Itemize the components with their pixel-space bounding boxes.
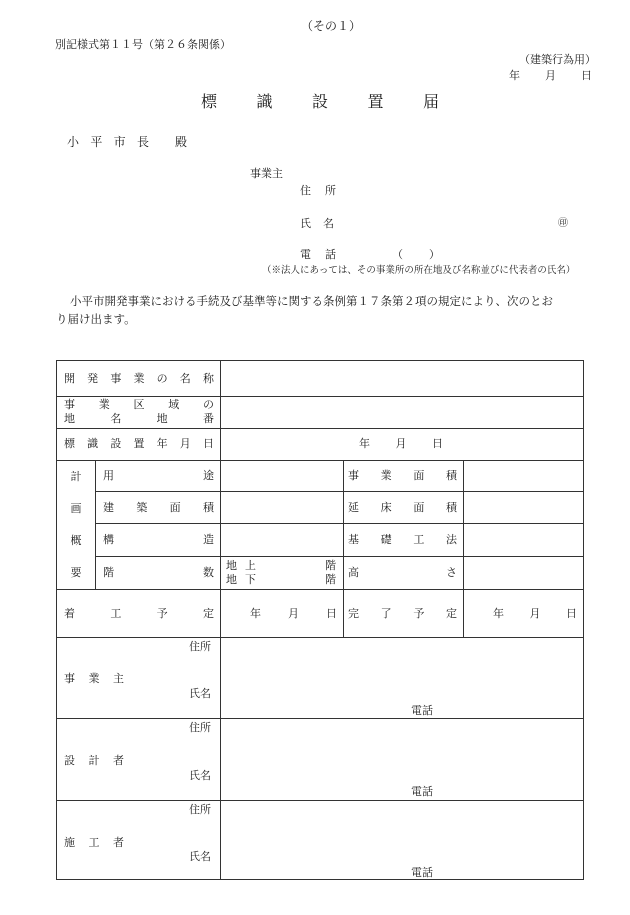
addressee-name: 小 平 市 長 bbox=[67, 135, 149, 149]
above-ground-label: 地 上 bbox=[226, 559, 256, 572]
label-use: 用 途 bbox=[103, 469, 214, 482]
applicant-phone-parens: （ ） bbox=[392, 248, 440, 261]
label-total-floor-area: 延 床 面 積 bbox=[348, 501, 457, 514]
usage-label: （建築行為用） bbox=[519, 53, 596, 66]
start-date-value: 年 月 日 bbox=[250, 607, 337, 620]
label-structure: 構 造 bbox=[103, 533, 214, 546]
label-constructor: 施 工 者 bbox=[64, 836, 124, 849]
form-number: 別記様式第１１号（第２６条関係） bbox=[55, 38, 231, 51]
designer-phone-label: 電話 bbox=[411, 785, 433, 798]
label-sign-date: 標 識 設 置 年 月 日 bbox=[64, 437, 214, 450]
seal-mark: ㊞ bbox=[558, 218, 568, 229]
header-date: 年 月 日 bbox=[509, 69, 592, 82]
constructor-address-label: 住所 bbox=[189, 803, 211, 816]
constructor-name-label: 氏名 bbox=[189, 850, 211, 863]
label-area-location-1: 事 業 区 域 の bbox=[64, 398, 214, 411]
designer-address-label: 住所 bbox=[189, 721, 211, 734]
label-plan-outline: 計 画 概 要 bbox=[70, 469, 82, 580]
constructor-phone-label: 電話 bbox=[411, 866, 433, 879]
form-table bbox=[56, 360, 584, 880]
above-ground-unit: 階 bbox=[325, 559, 336, 572]
applicant-phone-label: 電 話 bbox=[300, 248, 336, 261]
sign-date-value: 年 月 日 bbox=[359, 437, 443, 450]
applicant-name-label: 氏 名 bbox=[300, 217, 334, 230]
label-building-area: 建 築 面 積 bbox=[103, 501, 214, 514]
owner-name-label: 氏名 bbox=[189, 687, 211, 700]
owner-phone-label: 電話 bbox=[411, 704, 433, 717]
statement-line-2: り届け出ます。 bbox=[56, 312, 136, 326]
owner-address-label: 住所 bbox=[189, 640, 211, 653]
document-title: 標 識 設 置 届 bbox=[201, 92, 439, 111]
statement-line-1: 小平市開発事業における手続及び基準等に関する条例第１７条第２項の規定により、次のとお bbox=[70, 294, 553, 308]
below-ground-unit: 階 bbox=[325, 573, 336, 586]
designer-name-label: 氏名 bbox=[189, 769, 211, 782]
label-height: 高 さ bbox=[348, 566, 457, 579]
label-project-name: 開 発 事 業 の 名 称 bbox=[64, 372, 214, 385]
below-ground-label: 地 下 bbox=[226, 573, 256, 586]
form-series: （その１） bbox=[301, 19, 362, 33]
label-completion-planned: 完 了 予 定 bbox=[348, 607, 457, 620]
corporate-note: （※法人にあっては、その事業所の所在地及び名称並びに代表者の氏名） bbox=[262, 265, 576, 276]
completion-date-value: 年 月 日 bbox=[493, 607, 577, 620]
label-area-location-2: 地 名 地 番 bbox=[64, 412, 214, 425]
label-start-planned: 着 工 予 定 bbox=[64, 607, 214, 620]
label-foundation: 基 礎 工 法 bbox=[348, 533, 457, 546]
label-site-area: 事 業 面 積 bbox=[348, 469, 457, 482]
applicant-heading: 事業主 bbox=[250, 167, 283, 180]
addressee-honorific: 殿 bbox=[175, 135, 188, 149]
label-floors: 階 数 bbox=[103, 566, 214, 579]
applicant-address-label: 住 所 bbox=[300, 184, 336, 197]
label-designer: 設 計 者 bbox=[64, 754, 124, 767]
label-owner: 事 業 主 bbox=[64, 672, 124, 685]
